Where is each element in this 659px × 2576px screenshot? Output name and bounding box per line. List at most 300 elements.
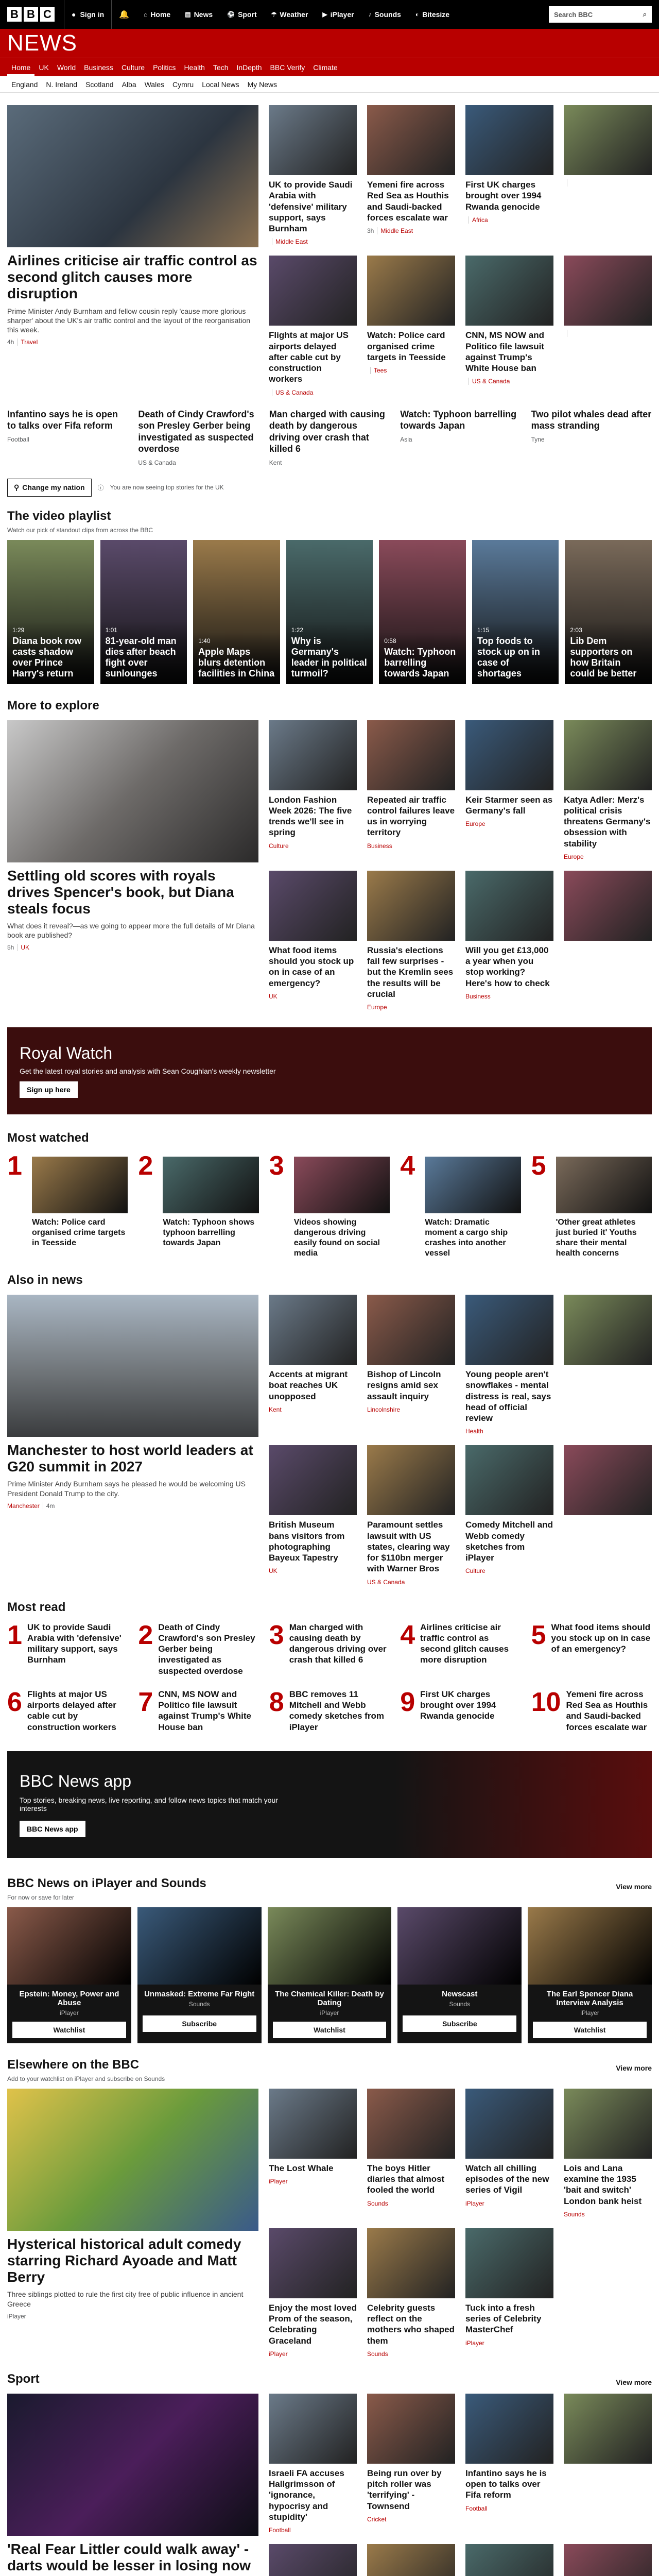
subsection-link[interactable]: England — [11, 80, 38, 89]
story-card[interactable] — [269, 2544, 357, 2576]
story-card[interactable] — [465, 2544, 553, 2576]
video-overlay — [286, 621, 373, 684]
app-button[interactable]: BBC News app — [20, 1821, 85, 1837]
secondary-stories — [269, 105, 652, 396]
topic-tag[interactable]: iPlayer — [465, 2199, 484, 2207]
subsection-link[interactable]: My News — [247, 80, 278, 89]
story-card[interactable] — [564, 256, 652, 396]
story-card[interactable] — [465, 1295, 553, 1435]
nav-label: Sounds — [374, 10, 401, 19]
programme-source: Sounds — [188, 2000, 210, 2008]
most-read-item[interactable] — [400, 1622, 521, 1676]
story-card[interactable] — [269, 871, 357, 1011]
watchlist-button[interactable]: Subscribe — [143, 2015, 256, 2032]
story-card[interactable] — [400, 409, 521, 466]
story-meta — [7, 338, 258, 346]
most-read-item[interactable] — [7, 1689, 128, 1733]
story-headline: Death of Cindy Crawford's son Presley Gerber being investigated as suspected overdose — [158, 1622, 255, 1676]
video-thumbnail — [294, 1157, 390, 1213]
story-headline: First UK charges brought over 1994 Rwanda genocide — [465, 180, 542, 212]
story-card[interactable] — [367, 2228, 455, 2358]
iplayer-card[interactable] — [268, 1907, 392, 2043]
story-headline: Watch: Dramatic moment a cargo ship crashes into another vessel — [425, 1218, 508, 1258]
nav-sport[interactable] — [220, 0, 264, 29]
story-meta — [465, 993, 553, 1000]
subsection-link[interactable]: Local News — [202, 80, 239, 89]
story-card[interactable] — [367, 256, 455, 396]
story-headline: Yemeni fire across Red Sea as Houthis and Saudi-backed forces escalate war — [367, 180, 449, 223]
story-image — [269, 1445, 357, 1515]
video-duration: 0:58 — [384, 637, 396, 645]
section-culture[interactable]: Culture — [121, 63, 145, 72]
topic-tag[interactable]: US & Canada — [367, 1578, 405, 1586]
section-indepth[interactable]: InDepth — [236, 63, 262, 72]
sport-lead[interactable] — [7, 2394, 258, 2576]
story-headline: Katya Adler: Merz's political crisis threatens Germany's obsession with stability — [564, 794, 651, 849]
sport-icon: ⚽ — [227, 11, 235, 18]
most-read-item[interactable] — [531, 1689, 652, 1733]
topic-tag[interactable]: Football — [7, 435, 29, 443]
video-card[interactable] — [193, 540, 280, 684]
nav-iplayer[interactable] — [315, 0, 361, 29]
story-card[interactable] — [269, 105, 357, 245]
sign-in-label: Sign in — [80, 10, 105, 19]
topic-tag[interactable]: UK — [17, 944, 29, 951]
most-read-item[interactable] — [138, 1689, 258, 1733]
play-icon: ▶ — [322, 11, 327, 18]
most-watched-item[interactable] — [400, 1153, 521, 1259]
rank-number: 4 — [400, 1620, 415, 1650]
story-card[interactable] — [367, 1295, 455, 1435]
story-card[interactable] — [564, 1445, 652, 1585]
iplayer-card[interactable] — [397, 1907, 522, 2043]
most-read-item[interactable] — [138, 1622, 258, 1676]
topic-tag[interactable]: Kent — [269, 1405, 282, 1413]
story-headline: Two pilot whales dead after mass stranding — [531, 409, 652, 431]
app-text: Top stories, breaking news, live reporting, and follow news topics that match your interests — [20, 1795, 278, 1812]
royal-watch-banner — [7, 1027, 652, 1114]
story-image — [465, 256, 553, 326]
section-title-text: The video playlist — [7, 509, 111, 523]
programme-text — [528, 1985, 652, 2022]
topic-tag[interactable]: Kent — [269, 459, 282, 466]
timestamp: 4h — [7, 338, 14, 346]
story-meta — [269, 389, 357, 396]
story-meta — [367, 1004, 455, 1011]
sport-lead-image — [7, 2394, 258, 2536]
section-title — [7, 2372, 652, 2386]
nav-weather[interactable] — [264, 0, 316, 29]
story-image — [269, 2394, 357, 2464]
story-card[interactable] — [367, 720, 455, 860]
most-watched-item[interactable] — [138, 1153, 258, 1259]
story-card[interactable] — [367, 1445, 455, 1585]
topic-tag[interactable]: Europe — [465, 820, 485, 827]
topic-tag[interactable]: Middle East — [377, 227, 413, 234]
story-headline: Lois and Lana examine the 1935 'bait and switch' London bank heist — [564, 2163, 642, 2206]
explore-stories — [269, 720, 652, 1011]
most-watched-item[interactable] — [531, 1153, 652, 1259]
rank-number: 1 — [7, 1151, 22, 1181]
story-headline: UK to provide Saudi Arabia with 'defensive' military support, says Burnham — [27, 1622, 122, 1665]
video-card[interactable] — [286, 540, 373, 684]
story-image — [269, 2228, 357, 2298]
most-read-item[interactable] — [531, 1622, 652, 1676]
iplayer-carousel — [7, 1907, 652, 2043]
section-nav — [0, 58, 659, 76]
story-image — [465, 1445, 553, 1515]
story-headline: Keir Starmer seen as Germany's fall — [465, 794, 553, 816]
lead-headline: Airlines criticise air traffic control as second glitch causes more disruption — [7, 252, 257, 302]
video-thumbnail — [379, 540, 466, 684]
story-card[interactable] — [465, 1445, 553, 1585]
story-meta — [564, 330, 652, 337]
story-card[interactable] — [367, 2544, 455, 2576]
app-title: BBC News app — [20, 1771, 131, 1790]
iplayer-card[interactable] — [7, 1907, 131, 2043]
story-card[interactable] — [564, 720, 652, 860]
change-nation-label: Change my nation — [22, 483, 85, 492]
story-image — [269, 720, 357, 790]
story-headline: Israeli FA accuses Hallgrimsson of 'ignorance, hypocrisy and stupidity' — [269, 2468, 344, 2522]
programme-text — [397, 1985, 522, 2015]
rank-number: 4 — [400, 1151, 415, 1181]
video-overlay — [7, 621, 94, 684]
story-meta — [7, 944, 258, 951]
topic-tag[interactable]: Health — [465, 1428, 483, 1435]
topic-tag[interactable]: Tyne — [531, 435, 545, 443]
video-thumbnail — [425, 1157, 521, 1213]
topic-tag[interactable]: Africa — [469, 216, 488, 224]
notifications-icon[interactable]: 🔔 — [119, 10, 130, 19]
video-card[interactable] — [565, 540, 652, 684]
subsection-link[interactable]: Wales — [144, 80, 164, 89]
story-card[interactable] — [269, 2089, 357, 2218]
story-image — [465, 2544, 553, 2576]
story-headline: Flights at major US airports delayed after cable cut by construction workers — [269, 330, 349, 384]
nav-news[interactable] — [178, 0, 220, 29]
story-card[interactable] — [564, 2544, 652, 2576]
story-card[interactable] — [465, 256, 553, 396]
topic-tag[interactable]: iPlayer — [269, 2350, 288, 2358]
section-title — [7, 509, 652, 523]
story-headline: The Lost Whale — [269, 2163, 334, 2173]
topic-tag[interactable]: Cricket — [367, 2515, 387, 2523]
story-card[interactable] — [465, 2089, 553, 2218]
lead-image — [7, 105, 258, 247]
story-headline: Flights at major US airports delayed after cable cut by construction workers — [27, 1689, 116, 1732]
story-card[interactable] — [564, 1295, 652, 1435]
story-meta — [269, 238, 357, 245]
topic-tag[interactable]: iPlayer — [7, 2312, 26, 2320]
story-meta — [367, 367, 455, 374]
rank-number: 6 — [7, 1687, 22, 1717]
story-card[interactable] — [465, 720, 553, 860]
most-read-item[interactable] — [269, 1689, 390, 1733]
topic-tag[interactable]: Europe — [564, 853, 584, 860]
video-duration: 1:15 — [477, 626, 490, 634]
topic-tag[interactable]: US & Canada — [469, 378, 510, 385]
story-image — [367, 2228, 455, 2298]
story-meta — [465, 216, 553, 224]
nav-label: iPlayer — [330, 10, 354, 19]
story-headline: First UK charges brought over 1994 Rwanda genocide — [420, 1689, 496, 1721]
view-more-link[interactable]: View more — [616, 2063, 652, 2072]
section-title-text: Elsewhere on the BBC — [7, 2057, 140, 2072]
story-headline: Russia's elections fail few surprises - but the Kremlin sees the results will be crucial — [367, 945, 454, 999]
story-card[interactable] — [269, 1295, 357, 1435]
story-headline: UK to provide Saudi Arabia with 'defensive' military support, says Burnham — [269, 180, 353, 233]
section-climate[interactable]: Climate — [313, 63, 338, 72]
nav-sounds[interactable] — [361, 0, 408, 29]
topic-tag[interactable]: Middle East — [272, 238, 308, 245]
topic-tag[interactable]: Football — [269, 2527, 291, 2534]
topic-tag[interactable]: Business — [465, 992, 491, 1000]
story-headline: The boys Hitler diaries that almost fooled the world — [367, 2163, 445, 2195]
programme-text — [7, 1985, 131, 2022]
section-title — [7, 1600, 652, 1615]
most-watched-item[interactable] — [269, 1153, 390, 1259]
most-watched-body — [556, 1153, 652, 1259]
story-headline: What food items should you stock up on in case of an emergency? — [269, 945, 354, 988]
video-duration: 1:40 — [198, 637, 211, 645]
watchlist-button[interactable]: Watchlist — [12, 2022, 126, 2038]
elsewhere-lead[interactable] — [7, 2089, 258, 2358]
topic-tag[interactable] — [567, 179, 570, 187]
story-image — [269, 256, 357, 326]
bbc-logo[interactable] — [7, 7, 55, 22]
topic-tag[interactable]: Travel — [17, 338, 38, 346]
video-duration: 2:03 — [570, 626, 582, 634]
story-card[interactable] — [269, 1445, 357, 1585]
topic-tag[interactable]: Business — [367, 842, 392, 850]
view-more-link[interactable]: View more — [616, 2378, 652, 2386]
story-card[interactable] — [269, 2228, 357, 2358]
rank-number: 9 — [400, 1687, 415, 1717]
topic-tag[interactable]: Manchester — [7, 1502, 40, 1510]
sport-lead-headline: 'Real Fear Littler could walk away' - darts would be lesser in losing now — [7, 2540, 251, 2573]
subsection-link[interactable]: Cymru — [172, 80, 194, 89]
topic-tag[interactable]: iPlayer — [465, 2339, 484, 2347]
topic-tag[interactable] — [567, 330, 570, 337]
story-headline: Watch: Typhoon barrelling towards Japan — [400, 409, 517, 431]
story-headline: Watch all chilling episodes of the new series of Vigil — [465, 2163, 549, 2195]
video-title: Top foods to stock up on in case of shortages — [477, 635, 540, 679]
nav-home[interactable] — [136, 0, 178, 29]
video-playlist — [7, 509, 652, 684]
video-title: Diana book row casts shadow over Prince Harry's return — [12, 635, 82, 679]
video-card[interactable] — [379, 540, 466, 684]
nation-note: You are now seeing top stories for the UK — [110, 484, 224, 491]
story-meta — [564, 179, 652, 187]
topic-tag[interactable]: Culture — [465, 1567, 485, 1575]
story-card[interactable] — [564, 2089, 652, 2218]
story-card[interactable] — [564, 105, 652, 245]
story-card[interactable] — [367, 105, 455, 245]
story-card[interactable] — [367, 2089, 455, 2218]
section-world[interactable]: World — [57, 63, 76, 72]
lead-summary: Prime Minister Andy Burnham and fellow cousin reply 'cause more glorious sharper' about the UK's air traffic control and the layout of the reorganisation this week. — [7, 307, 251, 334]
story-card[interactable] — [367, 2394, 455, 2534]
story-card[interactable] — [531, 409, 652, 466]
also-lead[interactable] — [7, 1295, 258, 1586]
story-image — [564, 2089, 652, 2159]
video-card[interactable] — [7, 540, 94, 684]
story-image — [269, 2544, 357, 2576]
story-headline: Comedy Mitchell and Webb comedy sketches from iPlayer — [465, 1520, 553, 1563]
iplayer-card[interactable] — [528, 1907, 652, 2043]
story-headline: Paramount settles lawsuit with US states, clearing way for $110bn merger with Warner Bros — [367, 1520, 450, 1574]
rank-number: 5 — [531, 1151, 546, 1181]
story-card[interactable] — [564, 871, 652, 1011]
elsewhere-on-bbc — [7, 2058, 652, 2358]
royal-title: Royal Watch — [20, 1044, 113, 1062]
video-card[interactable] — [472, 540, 559, 684]
most-watched-item[interactable] — [7, 1153, 128, 1259]
lead-story[interactable] — [7, 105, 258, 396]
programme-text — [268, 1985, 392, 2022]
programme-image — [397, 1907, 522, 1985]
story-card[interactable] — [138, 409, 258, 466]
nav-label: Sport — [238, 10, 257, 19]
programme-text — [137, 1985, 262, 2015]
story-headline: London Fashion Week 2026: The five trends we'll see in spring — [269, 794, 352, 838]
video-title: Lib Dem supporters on how Britain could be better — [570, 635, 637, 679]
watchlist-button[interactable]: Watchlist — [533, 2022, 647, 2038]
timestamp: 5h — [7, 944, 14, 952]
section-tech[interactable]: Tech — [213, 63, 229, 72]
story-image — [465, 2089, 553, 2159]
topic-tag[interactable]: Tees — [370, 367, 387, 374]
nav-bitesize[interactable] — [408, 0, 457, 29]
story-card[interactable] — [564, 2394, 652, 2534]
story-card[interactable] — [7, 409, 128, 466]
video-card[interactable] — [100, 540, 187, 684]
timestamp: 4m — [43, 1502, 55, 1510]
story-card[interactable] — [367, 871, 455, 1011]
story-card[interactable] — [269, 720, 357, 860]
section-business[interactable]: Business — [84, 63, 113, 72]
story-row — [7, 409, 652, 466]
story-image — [465, 720, 553, 790]
story-meta — [367, 2350, 455, 2358]
subsection-link[interactable]: Scotland — [85, 80, 114, 89]
topic-tag[interactable]: Sounds — [367, 2199, 388, 2207]
section-bbc-verify[interactable]: BBC Verify — [270, 63, 305, 72]
story-headline: BBC removes 11 Mitchell and Webb comedy sketches from iPlayer — [289, 1689, 384, 1732]
video-carousel — [7, 540, 652, 684]
topic-tag[interactable]: Culture — [269, 842, 289, 850]
topic-tag[interactable]: Europe — [367, 1004, 387, 1011]
explore-lead-headline: Settling old scores with royals drives Spencer's book, but Diana steals focus — [7, 867, 234, 917]
view-more-link[interactable]: View more — [616, 1882, 652, 1891]
story-image — [465, 105, 553, 175]
video-title: Apple Maps blurs detention facilities in China — [198, 646, 275, 679]
topic-tag[interactable]: US & Canada — [272, 389, 313, 396]
video-duration: 1:01 — [105, 626, 117, 634]
nation-chooser — [7, 479, 652, 497]
most-watched-body — [163, 1153, 258, 1259]
change-nation-button[interactable] — [7, 479, 92, 497]
iplayer-card[interactable] — [137, 1907, 262, 2043]
story-image — [564, 720, 652, 790]
watchlist-button[interactable]: Watchlist — [273, 2022, 387, 2038]
sign-in-button[interactable] — [64, 0, 112, 29]
video-title: 81-year-old man dies after beach fight over sunlounges — [105, 635, 177, 679]
video-thumbnail — [472, 540, 559, 684]
topic-tag[interactable]: Lincolnshire — [367, 1405, 401, 1413]
section-politics[interactable]: Politics — [153, 63, 176, 72]
section-health[interactable]: Health — [184, 63, 205, 72]
home-icon: ⌂ — [144, 11, 148, 18]
location-icon: ⚲ — [14, 483, 20, 492]
rank-number: 7 — [138, 1687, 153, 1717]
section-title-text: Most read — [7, 1600, 66, 1614]
topic-tag[interactable]: Sounds — [367, 2350, 388, 2358]
subsection-link[interactable]: N. Ireland — [46, 80, 78, 89]
story-card[interactable] — [465, 2394, 553, 2534]
video-thumbnail — [163, 1157, 258, 1213]
elsewhere-lead-image — [7, 2089, 258, 2231]
news-icon: ▤ — [185, 11, 191, 18]
story-headline: CNN, MS NOW and Politico file lawsuit against Trump's White House ban — [465, 330, 545, 373]
search-input[interactable] — [549, 6, 652, 23]
topic-tag[interactable]: Football — [465, 2504, 488, 2512]
story-card[interactable] — [269, 2394, 357, 2534]
story-headline: Man charged with causing death by dangerous driving over crash that killed 6 — [289, 1622, 387, 1665]
story-meta — [367, 1406, 455, 1413]
topic-tag[interactable]: US & Canada — [138, 459, 176, 466]
bitesize-icon: ◐ — [415, 11, 420, 18]
section-title — [7, 699, 652, 713]
explore-lead[interactable] — [7, 720, 258, 1011]
subsection-link[interactable]: Alba — [122, 80, 136, 89]
story-headline: Videos showing dangerous driving easily found on social media — [293, 1218, 380, 1258]
most-read-item[interactable] — [400, 1689, 521, 1733]
section-subtitle: For now or save for later — [7, 1893, 75, 1901]
most-watched-body — [32, 1153, 128, 1259]
topic-tag[interactable]: UK — [269, 992, 278, 1000]
topic-tag[interactable]: UK — [269, 1567, 278, 1575]
topic-tag[interactable]: Sounds — [564, 2210, 585, 2218]
topic-tag[interactable]: Asia — [400, 435, 412, 443]
section-home[interactable]: Home — [7, 58, 34, 76]
rank-number: 8 — [269, 1687, 284, 1717]
video-title: Watch: Typhoon barrelling towards Japan — [384, 646, 456, 679]
most-read-item[interactable] — [7, 1622, 128, 1676]
section-uk[interactable]: UK — [39, 63, 49, 72]
programme-title: Unmasked: Extreme Far Right — [144, 1989, 255, 1998]
most-read-item[interactable] — [269, 1622, 390, 1676]
royal-signup-button[interactable]: Sign up here — [20, 1081, 78, 1098]
story-meta — [367, 842, 455, 850]
story-image — [367, 256, 455, 326]
topic-tag[interactable]: iPlayer — [269, 2178, 288, 2185]
story-card[interactable] — [465, 871, 553, 1011]
story-card[interactable] — [465, 2228, 553, 2358]
story-card[interactable] — [269, 409, 390, 466]
story-headline: Bishop of Lincoln resigns amid sex assault inquiry — [367, 1369, 441, 1401]
story-card[interactable] — [269, 256, 357, 396]
sport-section — [7, 2372, 652, 2576]
story-meta — [465, 1567, 553, 1574]
rank-number: 3 — [269, 1151, 284, 1181]
story-card[interactable] — [465, 105, 553, 245]
video-duration: 1:29 — [12, 626, 25, 634]
watchlist-button[interactable]: Subscribe — [403, 2015, 516, 2032]
section-subtitle: Add to your watchlist on iPlayer and subscribe on Sounds — [7, 2075, 165, 2082]
story-headline: Death of Cindy Crawford's son Presley Gerber being investigated as suspected overdose — [138, 409, 254, 454]
